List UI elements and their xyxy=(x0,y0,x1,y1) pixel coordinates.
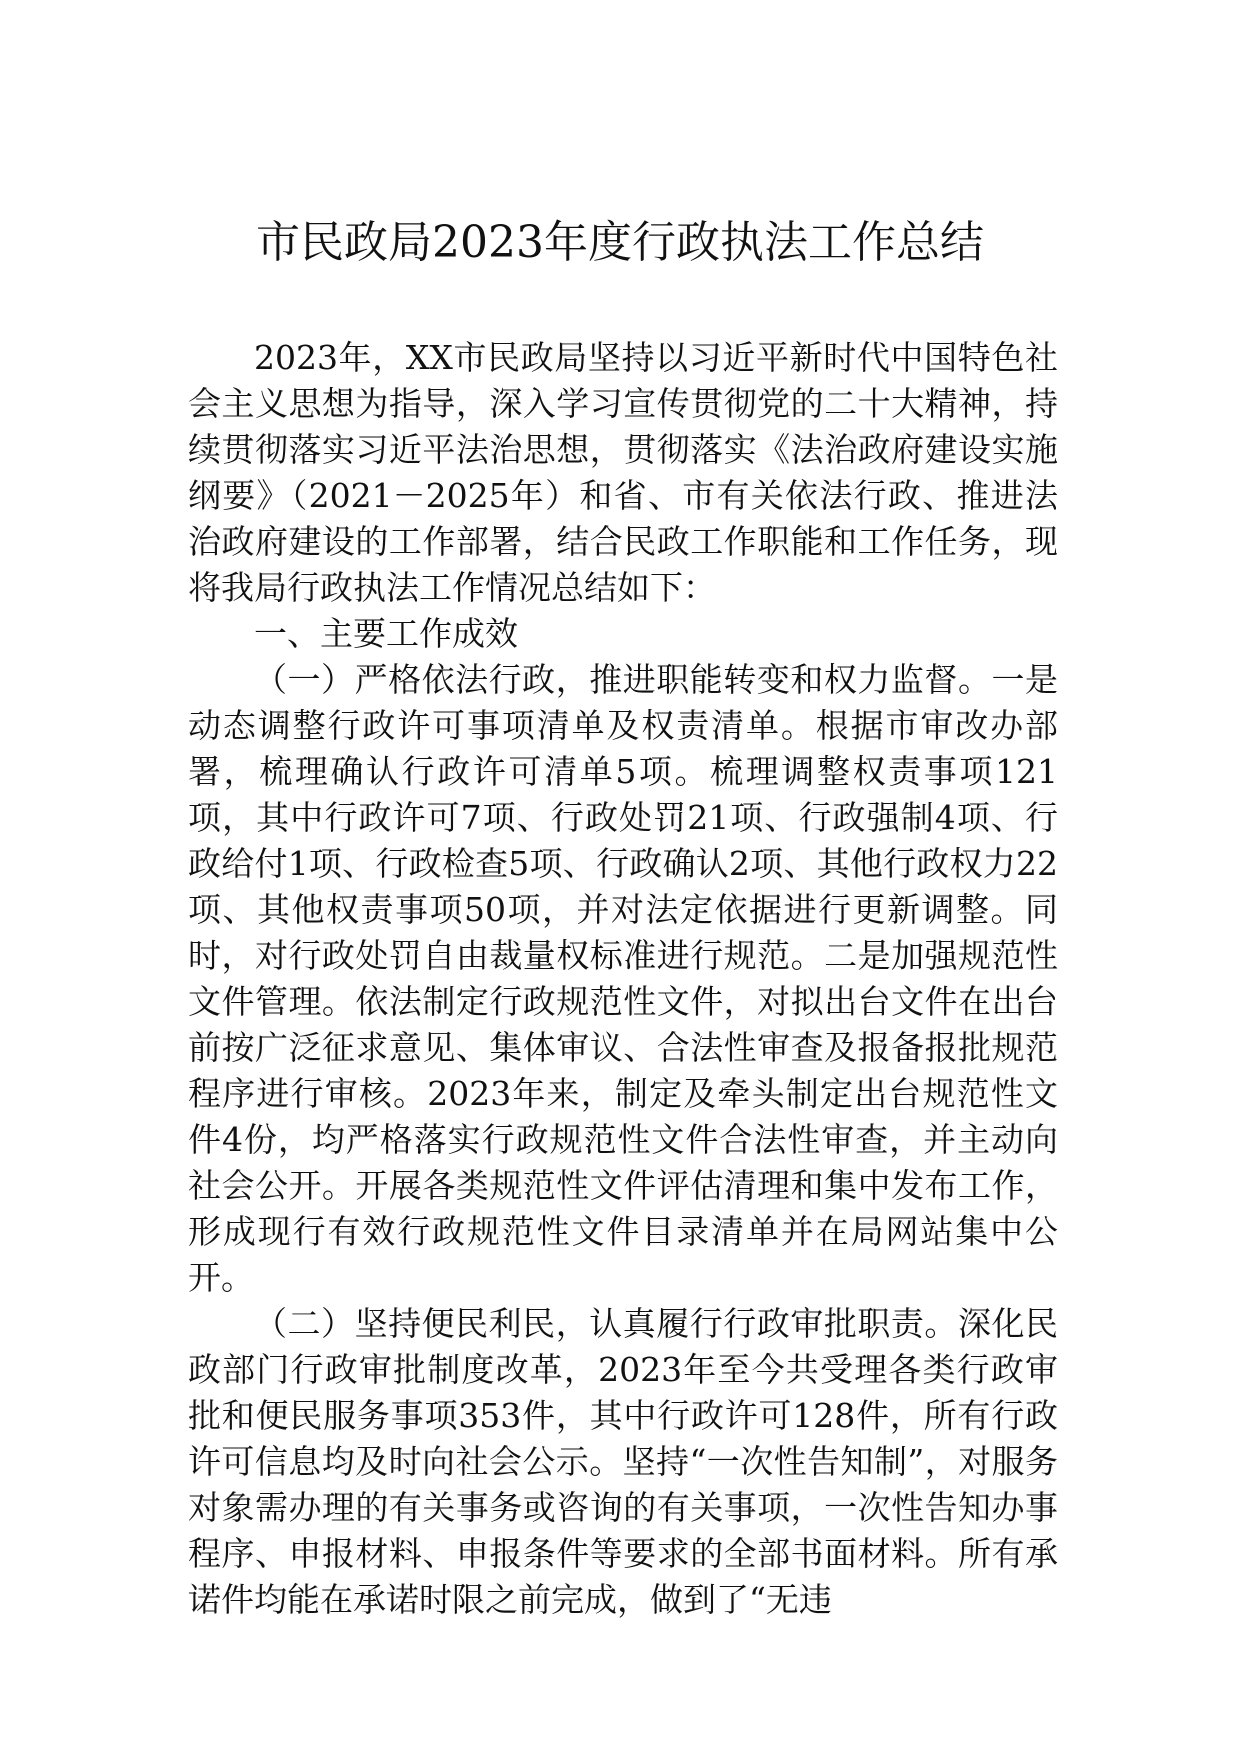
section-paragraph-1: （一）严格依法行政，推进职能转变和权力监督。一是动态调整行政许可事项清单及权责清单。根据市审改办部署，梳理确认行政许可清单5项。梳理调整权责事项121项，其中行政许可7项、行政处罚21项、行政强制4项、行政给付1项、行政检查5项、行政确认2项、其他行政权力22项、其他权责事项50项，并对法定依据进行更新调整。同时，对行政处罚自由裁量权标准进行规范。二是加强规范性文件管理。依法制定行政规范性文件，对拟出台文件在出台前按广泛征求意见、集体审议、合法性审查及报备报批规范程序进行审核。2023年来，制定及牵头制定出台规范性文件4份，均严格落实行政规范性文件合法性审查，并主动向社会公开。开展各类规范性文件评估清理和集中发布工作，形成现行有效行政规范性文件目录清单并在局网站集中公开。 xyxy=(188,660,1058,1297)
intro-paragraph: 2023年，XX市民政局坚持以习近平新时代中国特色社会主义思想为指导，深入学习宣传贯彻党的二十大精神，持续贯彻落实习近平法治思想，贯彻落实《法治政府建设实施纲要》（2021－2025年）和省、市有关依法行政、推进法治政府建设的工作部署，结合民政工作职能和工作任务，现将我局行政执法工作情况总结如下： xyxy=(188,338,1058,607)
section-heading: 一、主要工作成效 xyxy=(254,614,518,653)
section-paragraph-2: （二）坚持便民利民，认真履行行政审批职责。深化民政部门行政审批制度改革，2023年至今共受理各类行政审批和便民服务事项353件，其中行政许可128件，所有行政许可信息均及时向社会公示。坚持“一次性告知制”，对服务对象需办理的有关事务或咨询的有关事项，一次性告知办事程序、申报材料、申报条件等要求的全部书面材料。所有承诺件均能在承诺时限之前完成，做到了“无违 xyxy=(188,1304,1058,1619)
document-body xyxy=(188,335,1058,1623)
document-title: 市民政局2023年度行政执法工作总结 xyxy=(256,217,984,268)
